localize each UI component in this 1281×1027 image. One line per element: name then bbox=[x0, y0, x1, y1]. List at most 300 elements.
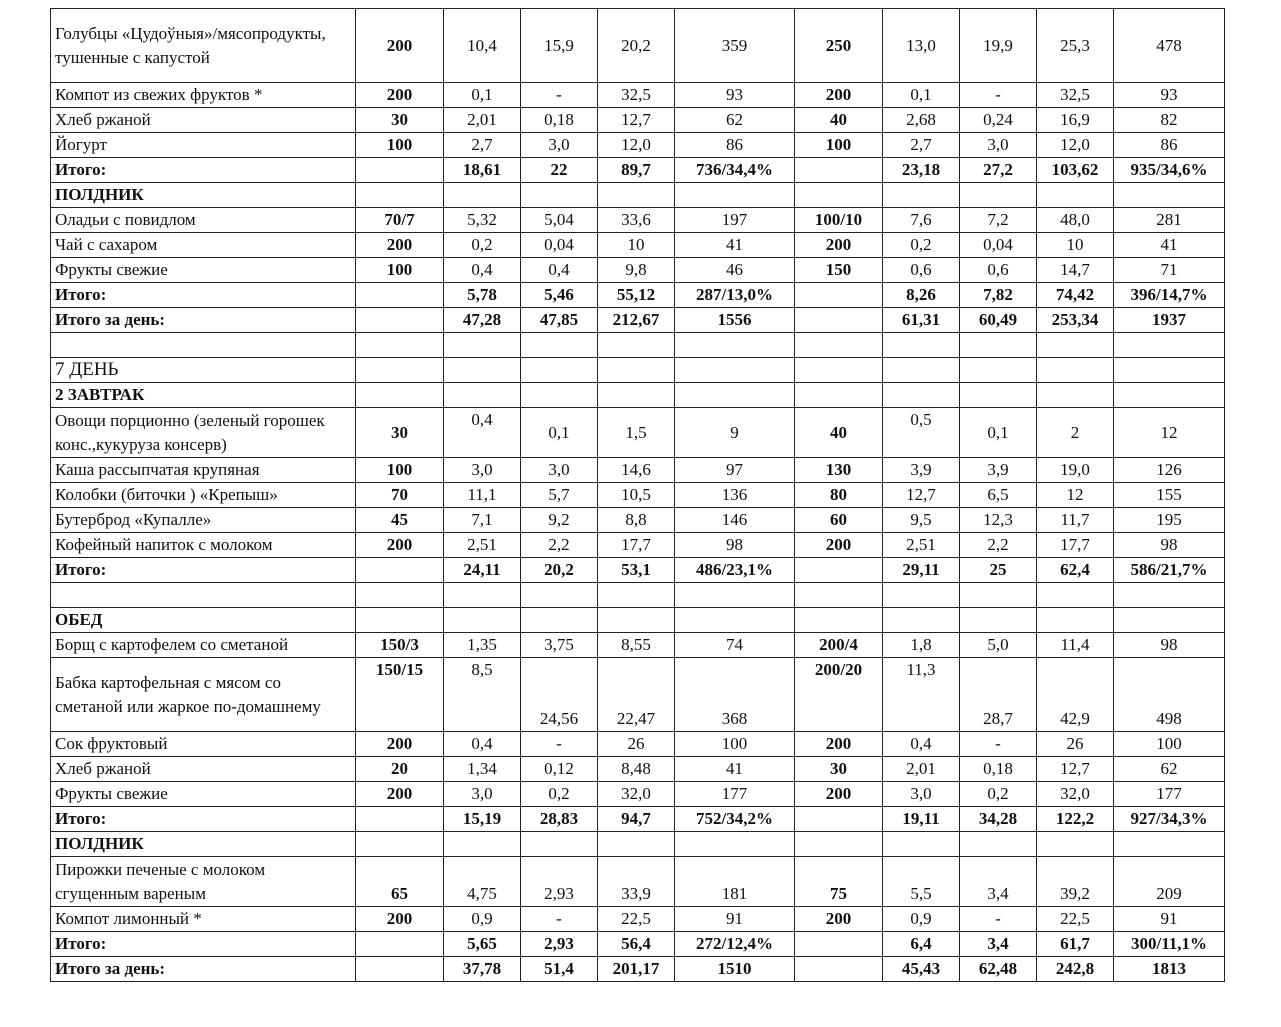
value-cell: 0,2 bbox=[521, 782, 598, 807]
total-row bbox=[51, 932, 1225, 957]
value-cell: 20,2 bbox=[521, 558, 598, 583]
value-cell: 11,4 bbox=[1037, 633, 1114, 658]
value-cell: 177 bbox=[1114, 782, 1225, 807]
value-cell: 46 bbox=[675, 258, 795, 283]
value-cell: 41 bbox=[675, 233, 795, 258]
value-cell: 3,9 bbox=[883, 458, 960, 483]
value-cell: 60,49 bbox=[960, 308, 1037, 333]
value-cell: - bbox=[521, 83, 598, 108]
value-cell: 19,0 bbox=[1037, 458, 1114, 483]
portion-cell bbox=[795, 333, 883, 358]
dish-name: ПОЛДНИК bbox=[51, 183, 356, 208]
value-cell: 0,6 bbox=[883, 258, 960, 283]
value-cell: 19,11 bbox=[883, 807, 960, 832]
table-row bbox=[51, 133, 1225, 158]
portion-cell bbox=[795, 558, 883, 583]
value-cell: 13,0 bbox=[883, 9, 960, 83]
portion-cell: 40 bbox=[795, 108, 883, 133]
dish-name: Голубцы «Цудоўныя»/мясопродукты, тушенные с капустой bbox=[51, 9, 356, 83]
value-cell: 8,26 bbox=[883, 283, 960, 308]
value-cell: 12,7 bbox=[598, 108, 675, 133]
value-cell bbox=[1114, 608, 1225, 633]
value-cell: 10,5 bbox=[598, 483, 675, 508]
section-row bbox=[51, 183, 1225, 208]
value-cell: 10,4 bbox=[444, 9, 521, 83]
value-cell: 0,5 bbox=[883, 408, 960, 458]
table-row bbox=[51, 108, 1225, 133]
spacer-row bbox=[51, 583, 1225, 608]
value-cell: 195 bbox=[1114, 508, 1225, 533]
value-cell: 6,5 bbox=[960, 483, 1037, 508]
portion-cell: 45 bbox=[356, 508, 444, 533]
value-cell: 7,2 bbox=[960, 208, 1037, 233]
value-cell: - bbox=[521, 907, 598, 932]
value-cell bbox=[598, 358, 675, 383]
portion-cell bbox=[356, 383, 444, 408]
value-cell bbox=[960, 583, 1037, 608]
portion-cell bbox=[356, 158, 444, 183]
portion-cell: 150/3 bbox=[356, 633, 444, 658]
value-cell: 1937 bbox=[1114, 308, 1225, 333]
dish-name: Компот лимонный * bbox=[51, 907, 356, 932]
portion-cell bbox=[356, 807, 444, 832]
value-cell: 27,2 bbox=[960, 158, 1037, 183]
value-cell: 3,4 bbox=[960, 932, 1037, 957]
dish-name: Хлеб ржаной bbox=[51, 108, 356, 133]
value-cell: 26 bbox=[598, 732, 675, 757]
portion-cell: 200 bbox=[795, 732, 883, 757]
value-cell: - bbox=[960, 83, 1037, 108]
portion-cell bbox=[795, 608, 883, 633]
portion-cell: 70/7 bbox=[356, 208, 444, 233]
value-cell bbox=[675, 583, 795, 608]
value-cell: 3,0 bbox=[521, 133, 598, 158]
value-cell: 28,83 bbox=[521, 807, 598, 832]
value-cell: 7,82 bbox=[960, 283, 1037, 308]
table-row bbox=[51, 408, 1225, 458]
value-cell: 272/12,4% bbox=[675, 932, 795, 957]
value-cell: 359 bbox=[675, 9, 795, 83]
value-cell: 0,4 bbox=[444, 732, 521, 757]
value-cell bbox=[675, 333, 795, 358]
portion-cell bbox=[795, 832, 883, 857]
portion-cell: 200 bbox=[356, 83, 444, 108]
portion-cell bbox=[356, 957, 444, 982]
value-cell bbox=[675, 608, 795, 633]
portion-cell: 250 bbox=[795, 9, 883, 83]
value-cell: 98 bbox=[1114, 633, 1225, 658]
value-cell: 5,32 bbox=[444, 208, 521, 233]
dish-name: Бабка картофельная с мясом со сметаной или жаркое по-домашнему bbox=[51, 658, 356, 732]
table-row bbox=[51, 757, 1225, 782]
value-cell bbox=[675, 183, 795, 208]
value-cell: 2,68 bbox=[883, 108, 960, 133]
value-cell: 177 bbox=[675, 782, 795, 807]
dish-name: Пирожки печеные с молоком сгущенным вареным bbox=[51, 857, 356, 907]
value-cell: 91 bbox=[675, 907, 795, 932]
portion-cell: 30 bbox=[356, 408, 444, 458]
value-cell: 103,62 bbox=[1037, 158, 1114, 183]
value-cell bbox=[1037, 583, 1114, 608]
dish-name: 7 ДЕНЬ bbox=[51, 358, 356, 383]
portion-cell: 80 bbox=[795, 483, 883, 508]
dish-name: Итого за день: bbox=[51, 957, 356, 982]
value-cell: 1,35 bbox=[444, 633, 521, 658]
value-cell: 14,6 bbox=[598, 458, 675, 483]
value-cell: 11,1 bbox=[444, 483, 521, 508]
value-cell: 61,7 bbox=[1037, 932, 1114, 957]
portion-cell bbox=[795, 957, 883, 982]
portion-cell: 70 bbox=[356, 483, 444, 508]
value-cell bbox=[444, 383, 521, 408]
dish-name: Итого: bbox=[51, 932, 356, 957]
table-row bbox=[51, 533, 1225, 558]
value-cell: 74 bbox=[675, 633, 795, 658]
value-cell: 935/34,6% bbox=[1114, 158, 1225, 183]
value-cell bbox=[521, 383, 598, 408]
value-cell bbox=[521, 183, 598, 208]
value-cell: 100 bbox=[1114, 732, 1225, 757]
dish-name: Хлеб ржаной bbox=[51, 757, 356, 782]
value-cell: 47,28 bbox=[444, 308, 521, 333]
value-cell: 3,0 bbox=[444, 458, 521, 483]
value-cell bbox=[521, 608, 598, 633]
value-cell: 0,1 bbox=[521, 408, 598, 458]
value-cell: - bbox=[960, 732, 1037, 757]
value-cell: 122,2 bbox=[1037, 807, 1114, 832]
portion-cell bbox=[795, 358, 883, 383]
value-cell: 100 bbox=[675, 732, 795, 757]
value-cell bbox=[1037, 358, 1114, 383]
table-row bbox=[51, 208, 1225, 233]
dish-name: Чай с сахаром bbox=[51, 233, 356, 258]
value-cell: 0,04 bbox=[521, 233, 598, 258]
value-cell: 0,12 bbox=[521, 757, 598, 782]
value-cell: 56,4 bbox=[598, 932, 675, 957]
portion-cell: 150 bbox=[795, 258, 883, 283]
dish-name: Итого: bbox=[51, 558, 356, 583]
value-cell: 7,6 bbox=[883, 208, 960, 233]
table-row bbox=[51, 907, 1225, 932]
value-cell: 155 bbox=[1114, 483, 1225, 508]
portion-cell: 200 bbox=[356, 9, 444, 83]
value-cell: 212,67 bbox=[598, 308, 675, 333]
dish-name: Фрукты свежие bbox=[51, 782, 356, 807]
value-cell: 0,18 bbox=[521, 108, 598, 133]
dish-name: Бутерброд «Купалле» bbox=[51, 508, 356, 533]
value-cell: 62,48 bbox=[960, 957, 1037, 982]
value-cell: 41 bbox=[675, 757, 795, 782]
value-cell: 2,51 bbox=[883, 533, 960, 558]
dish-name: Колобки (биточки ) «Крепыш» bbox=[51, 483, 356, 508]
section-row bbox=[51, 608, 1225, 633]
portion-cell: 100 bbox=[356, 458, 444, 483]
total-row bbox=[51, 308, 1225, 333]
value-cell bbox=[598, 832, 675, 857]
value-cell: 62 bbox=[675, 108, 795, 133]
value-cell: 478 bbox=[1114, 9, 1225, 83]
value-cell bbox=[883, 608, 960, 633]
value-cell: 3,0 bbox=[960, 133, 1037, 158]
value-cell: 396/14,7% bbox=[1114, 283, 1225, 308]
value-cell: 2,2 bbox=[521, 533, 598, 558]
value-cell: 71 bbox=[1114, 258, 1225, 283]
portion-cell bbox=[795, 807, 883, 832]
value-cell: 17,7 bbox=[1037, 533, 1114, 558]
value-cell: 8,48 bbox=[598, 757, 675, 782]
value-cell: 0,4 bbox=[521, 258, 598, 283]
value-cell: 97 bbox=[675, 458, 795, 483]
portion-cell: 60 bbox=[795, 508, 883, 533]
dish-name: Компот из свежих фруктов * bbox=[51, 83, 356, 108]
value-cell: 3,4 bbox=[960, 857, 1037, 907]
value-cell: 12,0 bbox=[1037, 133, 1114, 158]
value-cell: 28,7 bbox=[960, 658, 1037, 732]
dish-name: Каша рассыпчатая крупяная bbox=[51, 458, 356, 483]
value-cell bbox=[598, 583, 675, 608]
value-cell: 586/21,7% bbox=[1114, 558, 1225, 583]
portion-cell bbox=[356, 932, 444, 957]
value-cell: 16,9 bbox=[1037, 108, 1114, 133]
value-cell: 0,4 bbox=[883, 732, 960, 757]
value-cell bbox=[883, 183, 960, 208]
value-cell: 2,01 bbox=[883, 757, 960, 782]
dish-name: 2 ЗАВТРАК bbox=[51, 383, 356, 408]
value-cell: 25,3 bbox=[1037, 9, 1114, 83]
table-row bbox=[51, 658, 1225, 732]
portion-cell: 100/10 bbox=[795, 208, 883, 233]
value-cell: 0,1 bbox=[883, 83, 960, 108]
table-row bbox=[51, 633, 1225, 658]
portion-cell bbox=[356, 832, 444, 857]
value-cell: 0,24 bbox=[960, 108, 1037, 133]
value-cell: 15,9 bbox=[521, 9, 598, 83]
value-cell: 1813 bbox=[1114, 957, 1225, 982]
value-cell: 136 bbox=[675, 483, 795, 508]
dish-name: Сок фруктовый bbox=[51, 732, 356, 757]
portion-cell: 200/20 bbox=[795, 658, 883, 732]
portion-cell: 40 bbox=[795, 408, 883, 458]
value-cell: 22,5 bbox=[598, 907, 675, 932]
value-cell: 51,4 bbox=[521, 957, 598, 982]
value-cell bbox=[598, 183, 675, 208]
value-cell: 2,51 bbox=[444, 533, 521, 558]
value-cell: 0,2 bbox=[444, 233, 521, 258]
value-cell: 300/11,1% bbox=[1114, 932, 1225, 957]
portion-cell: 100 bbox=[356, 258, 444, 283]
value-cell bbox=[960, 383, 1037, 408]
portion-cell: 20 bbox=[356, 757, 444, 782]
value-cell: 5,7 bbox=[521, 483, 598, 508]
value-cell: 22,47 bbox=[598, 658, 675, 732]
value-cell bbox=[444, 608, 521, 633]
dish-name: ОБЕД bbox=[51, 608, 356, 633]
value-cell: 10 bbox=[598, 233, 675, 258]
portion-cell bbox=[795, 283, 883, 308]
table-row bbox=[51, 83, 1225, 108]
dish-name: ПОЛДНИК bbox=[51, 832, 356, 857]
dish-name: Итого: bbox=[51, 283, 356, 308]
value-cell bbox=[1114, 358, 1225, 383]
value-cell: 9,2 bbox=[521, 508, 598, 533]
value-cell: 5,5 bbox=[883, 857, 960, 907]
value-cell: 0,1 bbox=[444, 83, 521, 108]
table-row bbox=[51, 782, 1225, 807]
value-cell: 22,5 bbox=[1037, 907, 1114, 932]
portion-cell: 200 bbox=[356, 233, 444, 258]
value-cell: 0,9 bbox=[883, 907, 960, 932]
value-cell: 3,0 bbox=[444, 782, 521, 807]
value-cell bbox=[1114, 183, 1225, 208]
value-cell bbox=[521, 583, 598, 608]
dish-name: Оладьи с повидлом bbox=[51, 208, 356, 233]
value-cell bbox=[675, 383, 795, 408]
value-cell: 29,11 bbox=[883, 558, 960, 583]
value-cell: 927/34,3% bbox=[1114, 807, 1225, 832]
portion-cell bbox=[795, 308, 883, 333]
value-cell: 18,61 bbox=[444, 158, 521, 183]
value-cell: 45,43 bbox=[883, 957, 960, 982]
portion-cell bbox=[795, 183, 883, 208]
value-cell: 33,6 bbox=[598, 208, 675, 233]
value-cell: 8,55 bbox=[598, 633, 675, 658]
value-cell: 55,12 bbox=[598, 283, 675, 308]
value-cell: 1,8 bbox=[883, 633, 960, 658]
value-cell bbox=[1114, 832, 1225, 857]
value-cell: 86 bbox=[675, 133, 795, 158]
value-cell: 486/23,1% bbox=[675, 558, 795, 583]
value-cell bbox=[883, 832, 960, 857]
portion-cell bbox=[356, 333, 444, 358]
portion-cell bbox=[356, 358, 444, 383]
value-cell: 5,0 bbox=[960, 633, 1037, 658]
value-cell bbox=[1037, 333, 1114, 358]
table-row bbox=[51, 508, 1225, 533]
value-cell: 12,7 bbox=[883, 483, 960, 508]
value-cell: 33,9 bbox=[598, 857, 675, 907]
value-cell: 61,31 bbox=[883, 308, 960, 333]
value-cell bbox=[598, 608, 675, 633]
value-cell: 0,18 bbox=[960, 757, 1037, 782]
portion-cell: 130 bbox=[795, 458, 883, 483]
table-row bbox=[51, 458, 1225, 483]
value-cell bbox=[883, 358, 960, 383]
value-cell bbox=[883, 583, 960, 608]
value-cell bbox=[1114, 333, 1225, 358]
value-cell bbox=[1037, 608, 1114, 633]
value-cell: 32,5 bbox=[1037, 83, 1114, 108]
value-cell: - bbox=[521, 732, 598, 757]
value-cell: 368 bbox=[675, 658, 795, 732]
portion-cell: 200 bbox=[356, 732, 444, 757]
dish-name: Итого: bbox=[51, 807, 356, 832]
value-cell bbox=[444, 183, 521, 208]
dish-name: Фрукты свежие bbox=[51, 258, 356, 283]
value-cell: 0,4 bbox=[444, 258, 521, 283]
value-cell bbox=[521, 832, 598, 857]
section-row bbox=[51, 383, 1225, 408]
value-cell: 15,19 bbox=[444, 807, 521, 832]
value-cell: 12,3 bbox=[960, 508, 1037, 533]
value-cell: - bbox=[960, 907, 1037, 932]
portion-cell: 200 bbox=[356, 782, 444, 807]
value-cell: 181 bbox=[675, 857, 795, 907]
value-cell: 242,8 bbox=[1037, 957, 1114, 982]
value-cell: 37,78 bbox=[444, 957, 521, 982]
section-row bbox=[51, 832, 1225, 857]
total-row bbox=[51, 158, 1225, 183]
value-cell: 281 bbox=[1114, 208, 1225, 233]
value-cell: 1,34 bbox=[444, 757, 521, 782]
value-cell bbox=[444, 358, 521, 383]
value-cell: 2,93 bbox=[521, 932, 598, 957]
value-cell: 32,0 bbox=[1037, 782, 1114, 807]
value-cell: 5,78 bbox=[444, 283, 521, 308]
value-cell: 12,7 bbox=[1037, 757, 1114, 782]
portion-cell: 65 bbox=[356, 857, 444, 907]
value-cell: 34,28 bbox=[960, 807, 1037, 832]
portion-cell: 200 bbox=[356, 907, 444, 932]
value-cell bbox=[960, 333, 1037, 358]
value-cell: 86 bbox=[1114, 133, 1225, 158]
value-cell: 23,18 bbox=[883, 158, 960, 183]
value-cell bbox=[444, 832, 521, 857]
value-cell: 4,75 bbox=[444, 857, 521, 907]
value-cell: 91 bbox=[1114, 907, 1225, 932]
value-cell: 2,93 bbox=[521, 857, 598, 907]
value-cell: 3,0 bbox=[521, 458, 598, 483]
value-cell: 5,04 bbox=[521, 208, 598, 233]
value-cell: 17,7 bbox=[598, 533, 675, 558]
value-cell: 3,9 bbox=[960, 458, 1037, 483]
value-cell: 32,0 bbox=[598, 782, 675, 807]
value-cell: 12 bbox=[1037, 483, 1114, 508]
value-cell bbox=[1037, 183, 1114, 208]
value-cell bbox=[960, 832, 1037, 857]
value-cell: 3,75 bbox=[521, 633, 598, 658]
portion-cell bbox=[356, 308, 444, 333]
table-row bbox=[51, 9, 1225, 83]
portion-cell: 200 bbox=[795, 907, 883, 932]
value-cell bbox=[675, 832, 795, 857]
value-cell bbox=[1114, 383, 1225, 408]
value-cell: 39,2 bbox=[1037, 857, 1114, 907]
value-cell: 5,65 bbox=[444, 932, 521, 957]
total-row bbox=[51, 558, 1225, 583]
portion-cell: 30 bbox=[795, 757, 883, 782]
value-cell: 7,1 bbox=[444, 508, 521, 533]
portion-cell: 200 bbox=[795, 782, 883, 807]
value-cell: 14,7 bbox=[1037, 258, 1114, 283]
value-cell: 8,8 bbox=[598, 508, 675, 533]
value-cell: 2 bbox=[1037, 408, 1114, 458]
portion-cell: 200 bbox=[356, 533, 444, 558]
value-cell: 197 bbox=[675, 208, 795, 233]
value-cell: 0,2 bbox=[960, 782, 1037, 807]
portion-cell bbox=[795, 383, 883, 408]
value-cell bbox=[675, 358, 795, 383]
total-row bbox=[51, 807, 1225, 832]
value-cell bbox=[521, 358, 598, 383]
value-cell: 3,0 bbox=[883, 782, 960, 807]
value-cell bbox=[883, 333, 960, 358]
menu-nutrition-table bbox=[50, 8, 1225, 982]
portion-cell bbox=[356, 283, 444, 308]
value-cell: 98 bbox=[675, 533, 795, 558]
portion-cell: 75 bbox=[795, 857, 883, 907]
portion-cell bbox=[356, 608, 444, 633]
portion-cell: 100 bbox=[356, 133, 444, 158]
